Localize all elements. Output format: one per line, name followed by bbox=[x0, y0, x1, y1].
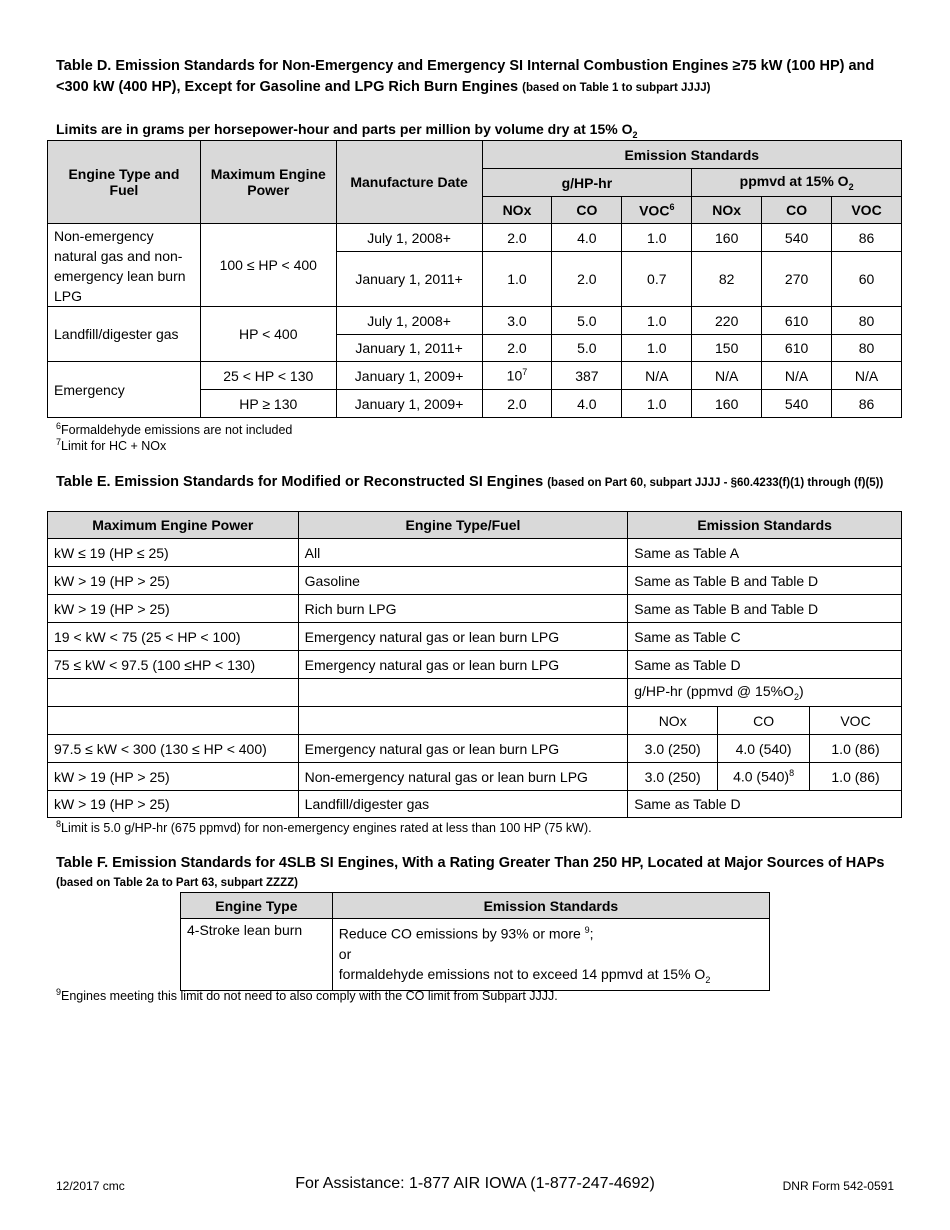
footnote-8: $^8$Limit is 5.0 g/HP-hr (675 ppmvd) for non-emergency engines rated at less than 100 HP (75 kW). bbox=[56, 819, 592, 836]
footnote-6: $^6$Formaldehyde emissions are not included bbox=[56, 421, 293, 438]
header-nox: NOx bbox=[482, 197, 552, 224]
header-max-power: Maximum Engine Power bbox=[48, 512, 299, 539]
table-row: kW > 19 (HP > 25) Non-emergency natural gas or lean burn LPG 3.0 (250) 4.0 $(540)^8$ 1.0 (86) bbox=[48, 763, 902, 791]
table-d-title bbox=[56, 56, 906, 99]
table-row: HP ≥ 130 January 1, 2009+ 2.0 4.0 1.0 160 540 86 bbox=[48, 390, 902, 418]
table-d bbox=[47, 140, 902, 418]
table-f-title-note: (based on Table 2a to Part 63, subpart ZZZZ) bbox=[56, 877, 298, 889]
footnote-9: $^9$Engines meeting this limit do not need to also comply with the CO limit from Subpart JJJJ. bbox=[56, 987, 558, 1004]
footer-form-number: DNR Form 542-0591 bbox=[782, 1179, 894, 1193]
header-emission-standards: Emission Standards bbox=[482, 141, 901, 169]
power-cell: HP < 400 bbox=[200, 307, 336, 362]
table-row bbox=[48, 679, 902, 707]
table-e-title-note: (based on Part 60, subpart JJJJ - §60.4233(f)(1) through (f)(5)) bbox=[547, 477, 884, 489]
table-row: kW > 19 (HP > 25) Gasoline Same as Table B and Table D bbox=[48, 567, 902, 595]
header-ppm-co: CO bbox=[762, 197, 832, 224]
table-f-title-main: Table F. Emission Standards for 4SLB SI Engines, With a Rating Greater Than 250 HP, Located at Major Sources of HAPs bbox=[56, 855, 885, 871]
table-row: Non-emergency natural gas and non-emergency lean burn LPG 100 ≤ HP < 400 July 1, 2008+ 2.0 4.0 1.0 160 540 86 bbox=[48, 224, 902, 252]
emission-standard-cell: Reduce CO emissions by 93% or more $^9$; or formaldehyde emissions not to exceed 14 ppmvd at 15% $O_2$ bbox=[332, 919, 769, 991]
header-ppm-nox: NOx bbox=[692, 197, 762, 224]
engine-type-cell: Non-emergency natural gas and non-emergency lean burn LPG bbox=[48, 224, 201, 307]
table-row: 75 ≤ kW < 97.5 (100 ≤HP < 130) Emergency natural gas or lean burn LPG Same as Table D bbox=[48, 651, 902, 679]
table-d-limits-caption: Limits are in grams per horsepower-hour and parts per million by volume dry at 15% $O_2$ bbox=[56, 121, 638, 140]
table-row: January 1, 2011+ 1.0 2.0 0.7 82 270 60 bbox=[48, 252, 902, 307]
header-ppm-voc: VOC bbox=[832, 197, 902, 224]
units-label: g/HP-hr (ppmvd @ $15\%O_2$) bbox=[628, 679, 902, 707]
table-row: kW > 19 (HP > 25) Landfill/digester gas Same as Table D bbox=[48, 791, 902, 818]
header-voc: VOC$^6$ bbox=[622, 197, 692, 224]
header-engine-type: Engine Type and Fuel bbox=[48, 141, 201, 224]
table-row: Landfill/digester gas HP < 400 July 1, 2008+ 3.0 5.0 1.0 220 610 80 bbox=[48, 307, 902, 335]
table-row: 19 < kW < 75 (25 < HP < 100) Emergency natural gas or lean burn LPG Same as Table C bbox=[48, 623, 902, 651]
table-e-title bbox=[56, 473, 906, 493]
header-ppmvd: ppmvd at 15% $O_2$ bbox=[692, 169, 902, 197]
table-row: January 1, 2011+ 2.0 5.0 1.0 150 610 80 bbox=[48, 335, 902, 362]
table-row bbox=[181, 919, 770, 991]
table-e bbox=[47, 511, 902, 818]
header-max-power: Maximum Engine Power bbox=[200, 141, 336, 224]
table-row: kW ≤ 19 (HP ≤ 25) All Same as Table A bbox=[48, 539, 902, 567]
table-f-title bbox=[56, 854, 916, 893]
table-row: Emergency 25 < HP < 130 January 1, 2009+ $10^7$ 387 N/A N/A N/A N/A bbox=[48, 362, 902, 390]
header-emission-standards: Emission Standards bbox=[332, 893, 769, 919]
table-row: NOx CO VOC bbox=[48, 707, 902, 735]
table-e-title-main: Table E. Emission Standards for Modified or Reconstructed SI Engines bbox=[56, 474, 544, 490]
table-d-title-note: (based on Table 1 to subpart JJJJ) bbox=[522, 82, 711, 94]
footer-assistance: For Assistance: 1-877 AIR IOWA (1-877-247-4692) bbox=[295, 1175, 655, 1192]
header-g-hp-hr: g/HP-hr bbox=[482, 169, 692, 197]
table-f bbox=[180, 892, 770, 991]
table-d-title-main: Table D. Emission Standards for Non-Emergency and Emergency SI Internal Combustion Engines ≥75 kW (100 HP) and <300 kW (400 HP), Except for Gasoline and LPG Rich Burn Engines bbox=[56, 58, 875, 95]
header-engine-type-fuel: Engine Type/Fuel bbox=[298, 512, 628, 539]
header-co: CO bbox=[552, 197, 622, 224]
footer-date: 12/2017 cmc bbox=[56, 1179, 125, 1193]
header-manufacture-date: Manufacture Date bbox=[336, 141, 482, 224]
table-row: 97.5 ≤ kW < 300 (130 ≤ HP < 400) Emergency natural gas or lean burn LPG 3.0 (250) 4.0 (540) 1.0 (86) bbox=[48, 735, 902, 763]
engine-type-cell: Landfill/digester gas bbox=[48, 307, 201, 362]
footnote-7: $^7$Limit for HC + NOx bbox=[56, 437, 167, 454]
engine-type-cell: Emergency bbox=[48, 362, 201, 418]
header-emission-standards: Emission Standards bbox=[628, 512, 902, 539]
header-engine-type: Engine Type bbox=[181, 893, 333, 919]
engine-type-cell: 4-Stroke lean burn bbox=[181, 919, 333, 991]
table-row: kW > 19 (HP > 25) Rich burn LPG Same as Table B and Table D bbox=[48, 595, 902, 623]
power-cell: 100 ≤ HP < 400 bbox=[200, 224, 336, 307]
